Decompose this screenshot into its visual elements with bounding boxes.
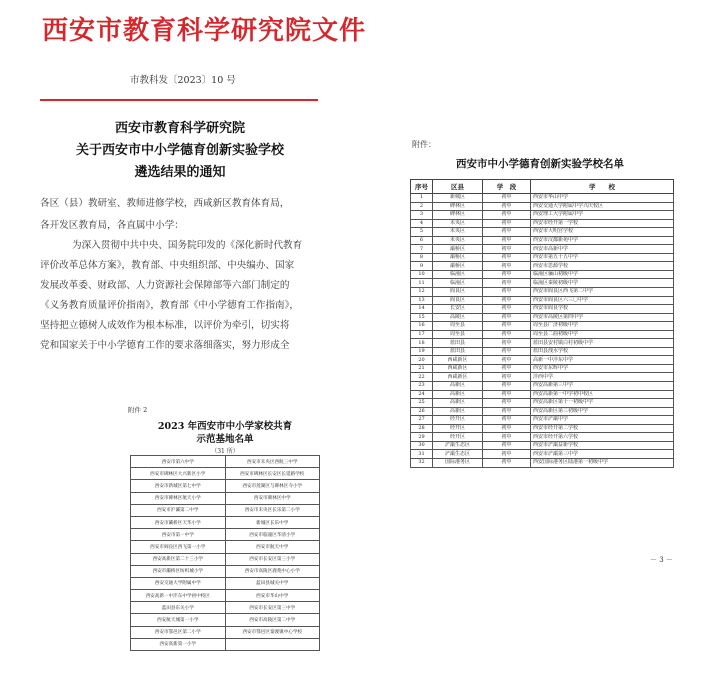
base-school-name: 西安市新城区第七中学 xyxy=(131,480,226,492)
district: 高陵区 xyxy=(433,313,483,322)
column-header-index: 序号 xyxy=(411,180,433,194)
table-row xyxy=(411,322,674,331)
stage: 初中 xyxy=(483,270,531,279)
table-header-row xyxy=(411,180,674,194)
district: 周至县 xyxy=(433,330,483,339)
row-index: 20 xyxy=(411,356,433,365)
district: 西咸新区 xyxy=(433,364,483,373)
school-name: 临潼区秦陵初级中学 xyxy=(531,279,674,288)
school-name: 西安市汉都新苑中学 xyxy=(531,236,674,245)
district: 西咸新区 xyxy=(433,356,483,365)
row-index: 12 xyxy=(411,288,433,297)
table-row xyxy=(411,441,674,450)
base-school-name: 西安市未央区长乐第二小学 xyxy=(225,504,320,516)
base-school-name: 西安市未央区西航三中学 xyxy=(225,456,320,468)
table-row xyxy=(411,270,674,279)
stage: 初中 xyxy=(483,416,531,425)
row-index: 7 xyxy=(411,245,433,254)
school-name: 西安市东辉中学 xyxy=(531,364,674,373)
school-name: 西安市第五十五中学 xyxy=(531,253,674,262)
base-school-name: 西安市莲湖区与碑林区寺小学 xyxy=(225,480,320,492)
school-name: 西安市思源学校 xyxy=(531,262,674,271)
table-row xyxy=(411,390,674,399)
table-row xyxy=(131,456,320,468)
school-name: 西安理工大学附属中学 xyxy=(531,211,674,220)
table-row xyxy=(131,577,320,589)
school-name: 西安国际港务区陆港第一初级中学 xyxy=(531,458,674,467)
row-index: 1 xyxy=(411,194,433,203)
school-name: 西安市阎良学校 xyxy=(531,305,674,314)
school-list-table xyxy=(410,179,674,468)
table-row xyxy=(411,253,674,262)
table-row xyxy=(411,305,674,314)
table-row xyxy=(411,296,674,305)
stage: 初中 xyxy=(483,458,531,467)
stage: 初中 xyxy=(483,262,531,271)
row-index: 26 xyxy=(411,407,433,416)
row-index: 3 xyxy=(411,211,433,220)
stage: 初中 xyxy=(483,347,531,356)
table-row xyxy=(411,356,674,365)
school-name: 西安市浐灞第三中学 xyxy=(531,450,674,459)
district: 临潼区 xyxy=(433,279,483,288)
notice-title-line-1: 西安市教育科学研究院 xyxy=(114,121,245,136)
row-index: 14 xyxy=(411,305,433,314)
notice-title-line-2: 关于西安市中小学德育创新实验学校 xyxy=(75,143,284,158)
stage: 初中 xyxy=(483,202,531,211)
school-name: 西安高新区第十一初级中学 xyxy=(531,399,674,408)
stage: 初中 xyxy=(483,356,531,365)
table-row xyxy=(131,480,320,492)
district: 周至县 xyxy=(433,322,483,331)
district: 国际港务区 xyxy=(433,458,483,467)
stage: 初中 xyxy=(483,450,531,459)
table-row xyxy=(411,382,674,391)
table-row xyxy=(411,194,674,203)
column-header-school: 学 校 xyxy=(531,180,674,194)
district: 经开区 xyxy=(433,416,483,425)
base-school-name: 西安市阎良区西飞第一小学 xyxy=(131,541,226,553)
table-row xyxy=(411,416,674,425)
column-header-stage: 学 段 xyxy=(483,180,531,194)
district: 经开区 xyxy=(433,424,483,433)
column-header-district: 区县 xyxy=(433,180,483,194)
district: 灞桥区 xyxy=(433,245,483,254)
base-school-name: 西安高新一中沣东中学初中校区 xyxy=(131,590,226,602)
district: 蓝田县 xyxy=(433,339,483,348)
base-school-name: 西安市临潼区华清小学 xyxy=(225,529,320,541)
table-row xyxy=(411,236,674,245)
row-index: 30 xyxy=(411,441,433,450)
stage: 初中 xyxy=(483,390,531,399)
stage: 初中 xyxy=(483,296,531,305)
district: 阎良区 xyxy=(433,288,483,297)
annex2-title-line-1: 2023 年西安市中小学家校共育 xyxy=(157,421,293,432)
school-name: 蓝田县安村镇白村初级中学 xyxy=(531,339,674,348)
district: 碑林区 xyxy=(433,211,483,220)
base-school-name: 西安市鄠邑区秦渡镇中心学校 xyxy=(225,626,320,638)
district: 灞桥区 xyxy=(433,253,483,262)
row-index: 6 xyxy=(411,236,433,245)
stage: 初中 xyxy=(483,219,531,228)
stage: 初中 xyxy=(483,279,531,288)
row-index: 8 xyxy=(411,253,433,262)
district: 浐灞生态区 xyxy=(433,441,483,450)
stage: 初中 xyxy=(483,288,531,297)
base-school-name: 西安市航天中学 xyxy=(225,541,320,553)
annex2-count: （31 所） xyxy=(211,448,239,455)
table-row xyxy=(131,614,320,626)
row-index: 10 xyxy=(411,270,433,279)
row-index: 17 xyxy=(411,330,433,339)
school-name: 西安交通大学附属中学兴庆校区 xyxy=(531,202,674,211)
base-school-name: 西安市高陵区鹿苑中心小学 xyxy=(225,565,320,577)
annex2-title-line-2: 示范基地名单 xyxy=(196,434,254,445)
row-index: 27 xyxy=(411,416,433,425)
row-index: 22 xyxy=(411,373,433,382)
district: 长安区 xyxy=(433,305,483,314)
table-row xyxy=(131,516,320,528)
district: 临潼区 xyxy=(433,270,483,279)
base-school-name: 西安交通大学附属中学 xyxy=(131,577,226,589)
annex1-title: 西安市中小学德育创新实验学校名单 xyxy=(456,158,624,170)
table-row xyxy=(411,450,674,459)
base-school-name: 蓝田县东关小学 xyxy=(131,602,226,614)
stage: 初中 xyxy=(483,373,531,382)
base-school-name: 蓝田县城关中学 xyxy=(225,577,320,589)
district: 未央区 xyxy=(433,228,483,237)
row-index: 28 xyxy=(411,424,433,433)
stage: 初中 xyxy=(483,441,531,450)
stage: 初中 xyxy=(483,211,531,220)
table-row xyxy=(411,347,674,356)
district: 经开区 xyxy=(433,433,483,442)
base-school-name: 西安市碑林区长安区长延路学校 xyxy=(225,468,320,480)
district: 西咸新区 xyxy=(433,373,483,382)
table-row xyxy=(411,433,674,442)
table-row xyxy=(411,458,674,467)
district: 浐灞生态区 xyxy=(433,450,483,459)
row-index: 5 xyxy=(411,228,433,237)
table-row xyxy=(411,228,674,237)
row-index: 11 xyxy=(411,279,433,288)
base-school-name: 西安高新第一小学 xyxy=(131,638,226,650)
table-row xyxy=(131,638,320,650)
school-name: 西安高新第一中学初中校区 xyxy=(531,390,674,399)
annex1-page xyxy=(400,135,680,570)
school-name: 西安高新区第三初级中学 xyxy=(531,407,674,416)
base-school-name: 西安市第六中学 xyxy=(131,456,226,468)
base-school-name: 西安高新区第二十三小学 xyxy=(131,553,226,565)
district: 未央区 xyxy=(433,236,483,245)
base-school-name: 西安市灞桥区纺织城小学 xyxy=(131,565,226,577)
stage: 初中 xyxy=(483,399,531,408)
row-index: 29 xyxy=(411,433,433,442)
district: 未央区 xyxy=(433,219,483,228)
page-number: － 3 － xyxy=(650,556,673,564)
table-row xyxy=(131,541,320,553)
district: 阎良区 xyxy=(433,296,483,305)
district: 新城区 xyxy=(433,194,483,203)
document-number: 市教科发〔2023〕10 号 xyxy=(130,75,236,86)
red-divider-line xyxy=(40,99,318,101)
stage: 初中 xyxy=(483,322,531,331)
notice-title-line-3: 遴选结果的通知 xyxy=(134,165,226,180)
stage: 初中 xyxy=(483,228,531,237)
annex2-page xyxy=(126,405,324,680)
school-name: 西安市高陵区第四中学 xyxy=(531,313,674,322)
school-name: 周至县二曲初级中学 xyxy=(531,330,674,339)
base-school-name: 西安市华山中学 xyxy=(225,590,320,602)
table-row xyxy=(131,565,320,577)
table-row xyxy=(411,330,674,339)
row-index: 2 xyxy=(411,202,433,211)
table-row xyxy=(411,373,674,382)
school-name: 西安高新第三中学 xyxy=(531,382,674,391)
body-line-3: 发展改革委、财政部、人力资源社会保障部等六部门制定的 xyxy=(40,280,290,291)
school-name: 西安市经开第二学校 xyxy=(531,424,674,433)
table-row xyxy=(411,288,674,297)
row-index: 32 xyxy=(411,458,433,467)
school-name: 西安市阎良区六三〇中学 xyxy=(531,296,674,305)
table-row xyxy=(411,407,674,416)
table-row xyxy=(411,424,674,433)
row-index: 4 xyxy=(411,219,433,228)
stage: 初中 xyxy=(483,407,531,416)
base-school-name: 西安市碑林区航天小学 xyxy=(131,492,226,504)
school-name: 西安市浐灞中学 xyxy=(531,416,674,425)
row-index: 13 xyxy=(411,296,433,305)
school-name: 周至县广济初级中学 xyxy=(531,322,674,331)
school-name: 沣西中学 xyxy=(531,373,674,382)
row-index: 24 xyxy=(411,390,433,399)
annex1-label: 附件： xyxy=(412,140,436,149)
row-index: 25 xyxy=(411,399,433,408)
table-row xyxy=(131,553,320,565)
base-school-name: 西安市长安区第三小学 xyxy=(225,553,320,565)
document-header-title: 西安市教育科学研究院文件 xyxy=(42,16,367,46)
table-row xyxy=(131,602,320,614)
salutation-line-2: 各开发区教育局，各直属中小学： xyxy=(40,220,184,231)
row-index: 16 xyxy=(411,322,433,331)
row-index: 15 xyxy=(411,313,433,322)
row-index: 23 xyxy=(411,382,433,391)
base-school-name: 西安市灞桥区天华小学 xyxy=(131,516,226,528)
table-row xyxy=(131,590,320,602)
district: 高新区 xyxy=(433,382,483,391)
base-school-name xyxy=(225,638,320,650)
district: 高新区 xyxy=(433,399,483,408)
school-name: 西安市大明宫学校 xyxy=(531,228,674,237)
stage: 初中 xyxy=(483,433,531,442)
table-row xyxy=(131,529,320,541)
table-row xyxy=(411,364,674,373)
body-line-5: 坚持把立德树人成效作为根本标准，以评价为牵引，切实将 xyxy=(40,320,290,331)
base-list-table xyxy=(130,455,320,651)
school-name: 西安市浐灞益新学校 xyxy=(531,441,674,450)
row-index: 9 xyxy=(411,262,433,271)
stage: 初中 xyxy=(483,194,531,203)
district: 碑林区 xyxy=(433,202,483,211)
row-index: 31 xyxy=(411,450,433,459)
row-index: 19 xyxy=(411,347,433,356)
body-line-1: 为深入贯彻中共中央、国务院印发的《深化新时代教育 xyxy=(72,240,303,251)
base-school-name: 西安市碑林区中学 xyxy=(225,492,320,504)
stage: 初中 xyxy=(483,245,531,254)
table-row xyxy=(131,626,320,638)
stage: 初中 xyxy=(483,364,531,373)
table-row xyxy=(411,399,674,408)
body-line-2: 评价改革总体方案》，教育部、中央组织部、中央编办、国家 xyxy=(40,260,295,271)
school-name: 西安市阎良区西飞第二中学 xyxy=(531,288,674,297)
base-school-name: 西安市鄠邑区第二小学 xyxy=(131,626,226,638)
table-row xyxy=(411,211,674,220)
table-row xyxy=(411,245,674,254)
annex2-label: 附件 2 xyxy=(128,406,148,414)
base-school-name: 西安市高陵区第二中学 xyxy=(225,614,320,626)
table-row xyxy=(131,504,320,516)
school-name: 临潼区骊山初级中学 xyxy=(531,270,674,279)
base-school-name: 西安市沪灞第二中学 xyxy=(131,504,226,516)
base-school-name: 西安市碑林区大兴新区小学 xyxy=(131,468,226,480)
table-row xyxy=(411,202,674,211)
stage: 初中 xyxy=(483,253,531,262)
school-name: 西安市经开第六学校 xyxy=(531,433,674,442)
school-name: 西安市高新中学 xyxy=(531,245,674,254)
table-row xyxy=(411,339,674,348)
stage: 初中 xyxy=(483,382,531,391)
salutation-line-1: 各区（县）教研室、教师进修学校，西咸新区教育体育局， xyxy=(40,198,290,209)
stage: 初中 xyxy=(483,313,531,322)
stage: 初中 xyxy=(483,339,531,348)
school-name: 西安市华山中学 xyxy=(531,194,674,203)
school-name: 西安市经开第一学校 xyxy=(531,219,674,228)
body-line-4: 《义务教育质量评价指南》，教育部《中小学德育工作指南》， xyxy=(40,300,300,311)
table-row xyxy=(131,492,320,504)
table-row xyxy=(411,313,674,322)
table-row xyxy=(411,262,674,271)
base-school-name: 西安市第一中学 xyxy=(131,529,226,541)
district: 高新区 xyxy=(433,407,483,416)
base-school-name: 西安市长安区第三中学 xyxy=(225,602,320,614)
table-row xyxy=(411,219,674,228)
body-line-6: 党和国家关于中小学德育工作的要求落细落实，努力形成全 xyxy=(40,340,290,351)
notice-document-page xyxy=(0,0,367,360)
school-name: 高新一中沣东中学 xyxy=(531,356,674,365)
stage: 初中 xyxy=(483,305,531,314)
school-name: 蓝田县洩水学校 xyxy=(531,347,674,356)
stage: 初中 xyxy=(483,236,531,245)
district: 灞桥区 xyxy=(433,262,483,271)
base-school-name: 西安航天城第一小学 xyxy=(131,614,226,626)
row-index: 18 xyxy=(411,339,433,348)
row-index: 21 xyxy=(411,364,433,373)
district: 蓝田县 xyxy=(433,347,483,356)
base-school-name: 新城区长乐中学 xyxy=(225,516,320,528)
stage: 初中 xyxy=(483,330,531,339)
district: 高新区 xyxy=(433,390,483,399)
stage: 初中 xyxy=(483,424,531,433)
table-row xyxy=(411,279,674,288)
table-row xyxy=(131,468,320,480)
